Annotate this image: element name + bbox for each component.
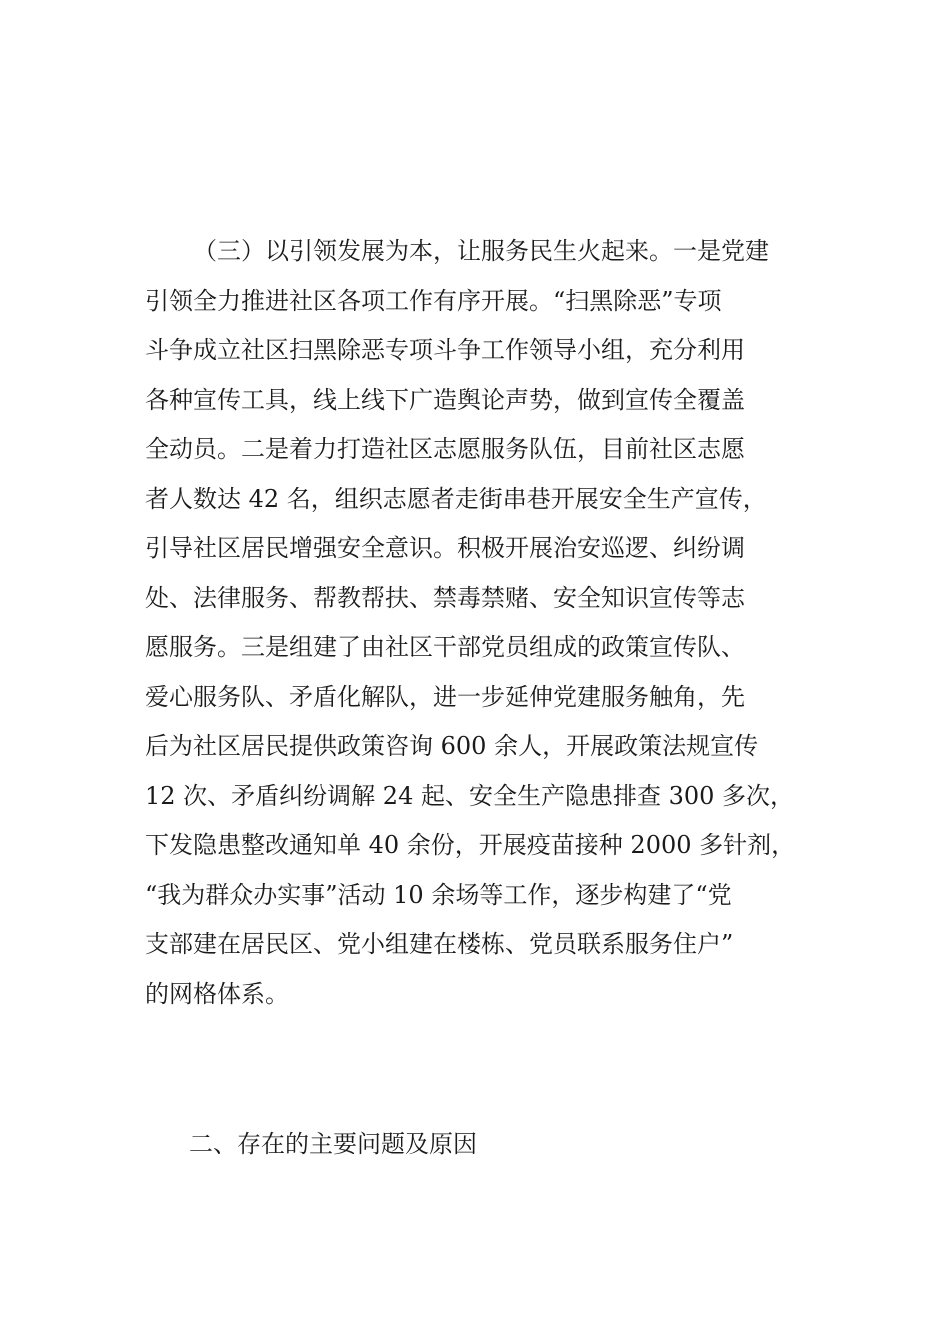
paragraph-line: 下发隐患整改通知单 40 余份，开展疫苗接种 2000 多针剂， bbox=[145, 831, 796, 859]
paragraph-line: 爱心服务队、矛盾化解队，进一步延伸党建服务触角，先 bbox=[145, 682, 745, 711]
paragraph-line: “我为群众办实事”活动 10 余场等工作，逐步构建了“党 bbox=[145, 880, 732, 909]
paragraph-line: 的网格体系。 bbox=[145, 979, 289, 1008]
body-paragraph bbox=[145, 227, 835, 1019]
paragraph-line: 全动员。二是着力打造社区志愿服务队伍，目前社区志愿 bbox=[145, 435, 745, 463]
paragraph-line: 处、法律服务、帮教帮扶、禁毒禁赌、安全知识宣传等志 bbox=[145, 583, 745, 612]
paragraph-line: 引领全力推进社区各项工作有序开展。“扫黑除恶”专项 bbox=[145, 286, 722, 315]
paragraph-line: 后为社区居民提供政策咨询 600 余人，开展政策法规宣传 bbox=[145, 732, 759, 760]
paragraph-line: 斗争成立社区扫黑除恶专项斗争工作领导小组，充分利用 bbox=[145, 336, 745, 364]
section-heading: 二、存在的主要问题及原因 bbox=[189, 1130, 477, 1158]
paragraph-line: 各种宣传工具，线上线下广造舆论声势，做到宣传全覆盖 bbox=[145, 385, 745, 414]
paragraph-line: 12 次、矛盾纠纷调解 24 起、安全生产隐患排查 300 多次， bbox=[145, 781, 795, 810]
paragraph-line: 引导社区居民增强安全意识。积极开展治安巡逻、纠纷调 bbox=[145, 534, 745, 562]
paragraph-line: 支部建在居民区、党小组建在楼栋、党员联系服务住户” bbox=[145, 930, 734, 958]
paragraph-line: （三）以引领发展为本，让服务民生火起来。一是党建 bbox=[193, 237, 769, 265]
paragraph-line: 者人数达 42 名，组织志愿者走街串巷开展安全生产宣传， bbox=[145, 484, 767, 513]
paragraph-line: 愿服务。三是组建了由社区干部党员组成的政策宣传队、 bbox=[145, 633, 745, 661]
